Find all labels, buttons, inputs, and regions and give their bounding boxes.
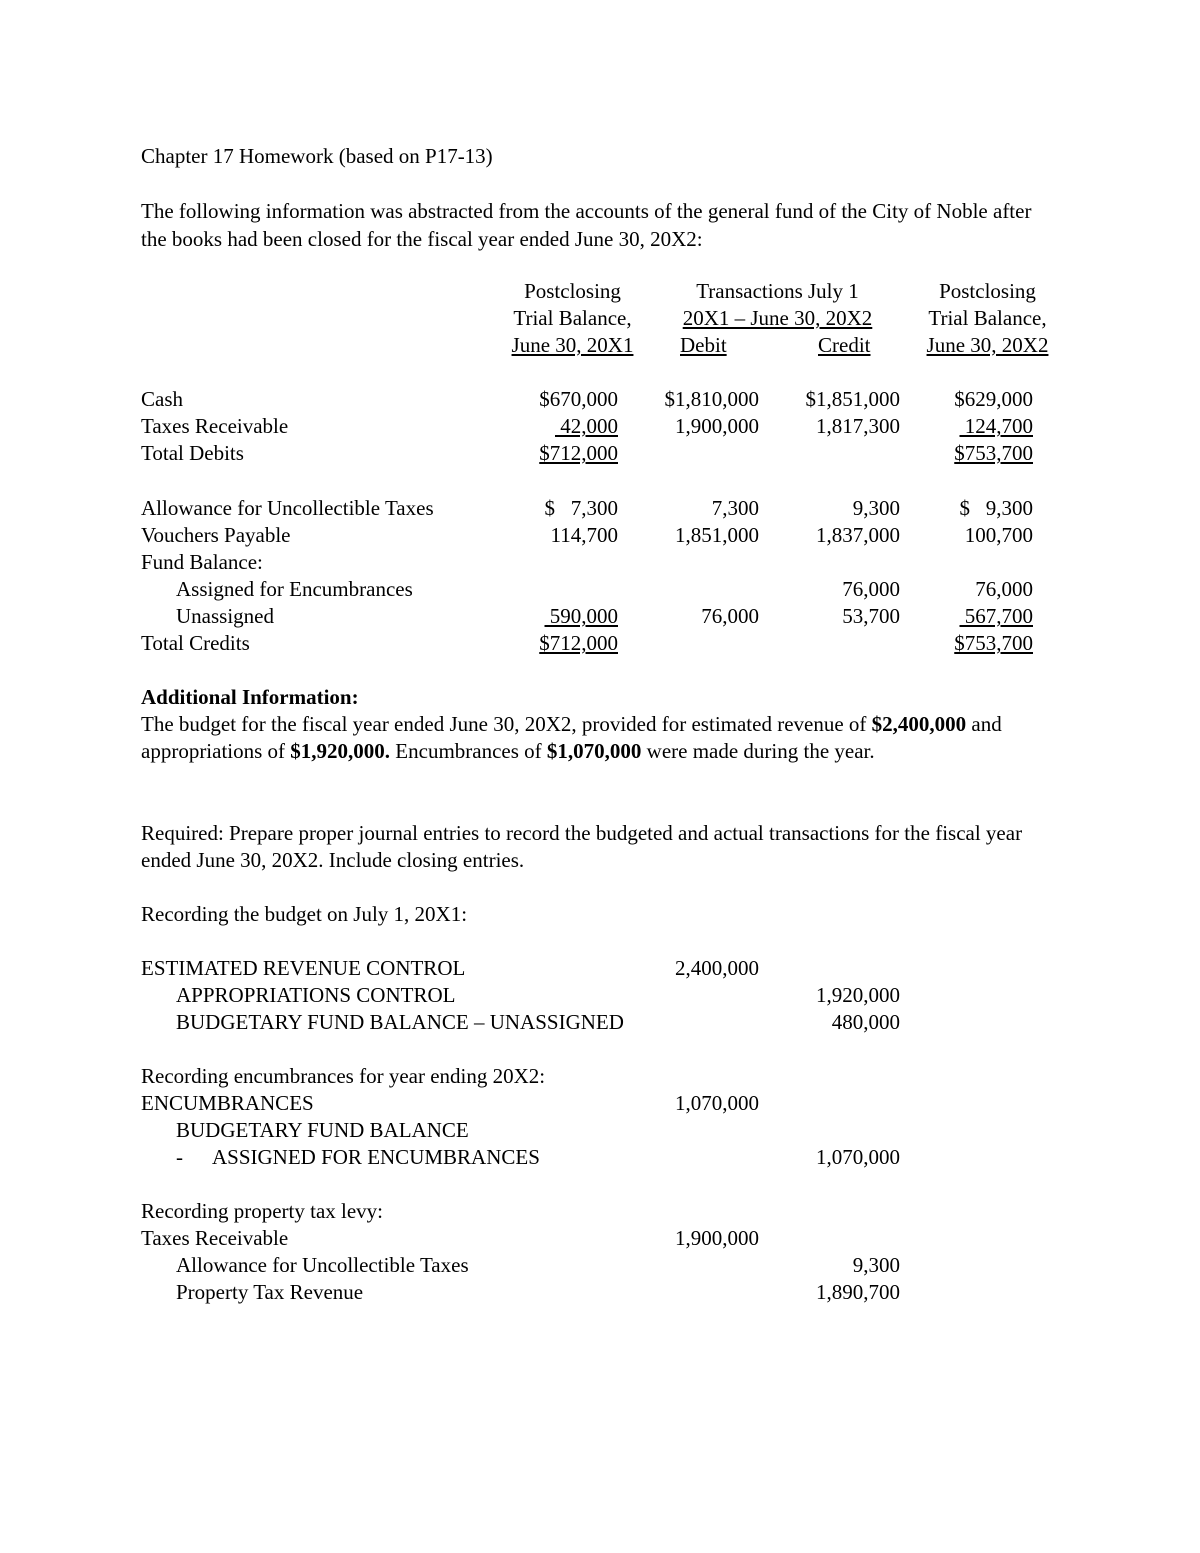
row-label: Vouchers Payable [141,523,291,547]
row-label: Taxes Receivable [141,414,289,438]
cell-v4: $753,700 [954,441,1033,465]
journal-credit: 480,000 [831,1010,900,1034]
cell-debit: 76,000 [701,604,759,628]
journal-account: APPROPRIATIONS CONTROL [176,983,456,1007]
cell-v1: $ 7,300 [544,496,618,520]
journal-debit: 1,900,000 [675,1226,759,1250]
cell-credit: 76,000 [842,577,900,601]
row-label: Cash [141,387,183,411]
cell-v1: $712,000 [539,441,618,465]
journal-account: ESTIMATED REVENUE CONTROL [141,956,466,980]
cell-v4: $ 9,300 [959,496,1033,520]
journal-debit: 1,070,000 [675,1091,759,1115]
row-label: Total Credits [141,631,250,655]
intro-paragraph: The following information was abstracted from the accounts of the general fund of the City of Noble after the books had been closed for the fiscal year ended June 30, 20X2: [141,199,1032,251]
cell-v1: $670,000 [539,387,618,411]
cell-v4: 124,700 [959,414,1033,438]
cell-credit: 1,817,300 [816,414,900,438]
cell-v1: $712,000 [539,631,618,655]
cell-v1: 114,700 [550,523,618,547]
trans-header-line2: 20X1 – June 30, 20X2 [682,306,873,330]
journal-dash: - [176,1145,183,1169]
journal-credit: 1,070,000 [816,1145,900,1169]
journal-account: BUDGETARY FUND BALANCE – UNASSIGNED [176,1010,624,1034]
journal-account: Allowance for Uncollectible Taxes [176,1253,469,1277]
cell-credit: 9,300 [852,496,900,520]
additional-paragraph: The budget for the fiscal year ended June 30, 20X2, provided for estimated revenue of $2,400,000 and appropriations of $1,920,000. Encumbrances of $1,070,000 were made during the year. [141,712,1002,763]
budget-heading: Recording the budget on July 1, 20X1: [141,902,468,926]
col4-header-line2: Trial Balance, [928,306,1047,330]
credit-header: Credit [818,333,871,357]
cell-credit: 53,700 [842,604,900,628]
encumbrances-heading: Recording encumbrances for year ending 20X2: [141,1064,546,1088]
cell-v1: 590,000 [544,604,618,628]
row-label: Assigned for Encumbrances [176,577,413,601]
cell-debit: 7,300 [711,496,759,520]
cell-debit: 1,900,000 [675,414,759,438]
debit-header: Debit [680,333,727,357]
journal-account: ASSIGNED FOR ENCUMBRANCES [212,1145,540,1169]
col4-header-line1: Postclosing [939,279,1036,303]
journal-credit: 1,920,000 [816,983,900,1007]
row-label: Fund Balance: [141,550,263,574]
cell-credit: 1,837,000 [816,523,900,547]
journal-account: BUDGETARY FUND BALANCE [176,1118,469,1142]
col4-header-line3: June 30, 20X2 [926,333,1049,357]
cell-v4: 100,700 [964,523,1033,547]
additional-heading: Additional Information: [141,685,359,709]
cell-v4: $629,000 [954,387,1033,411]
page-title: Chapter 17 Homework (based on P17-13) [141,144,493,168]
col1-header-line2: Trial Balance, [513,306,632,330]
tax-levy-heading: Recording property tax levy: [141,1199,384,1223]
row-label: Unassigned [176,604,274,628]
cell-debit: $1,810,000 [664,387,759,411]
col1-header-line1: Postclosing [524,279,621,303]
journal-credit: 1,890,700 [816,1280,900,1304]
cell-credit: $1,851,000 [805,387,900,411]
trans-header-line1: Transactions July 1 [696,279,859,303]
col1-header-line3: June 30, 20X1 [511,333,634,357]
row-label: Allowance for Uncollectible Taxes [141,496,434,520]
journal-account: ENCUMBRANCES [141,1091,314,1115]
journal-credit: 9,300 [852,1253,900,1277]
cell-v4: 76,000 [975,577,1033,601]
cell-v4: $753,700 [954,631,1033,655]
cell-v1: 42,000 [555,414,618,438]
journal-account: Taxes Receivable [141,1226,289,1250]
row-label: Total Debits [141,441,244,465]
required-paragraph: Required: Prepare proper journal entries to record the budgeted and actual transactions for the fiscal year ended June 30, 20X2. Include closing entries. [141,821,1023,872]
cell-debit: 1,851,000 [675,523,759,547]
cell-v4: 567,700 [959,604,1033,628]
journal-account: Property Tax Revenue [176,1280,364,1304]
journal-debit: 2,400,000 [675,956,759,980]
